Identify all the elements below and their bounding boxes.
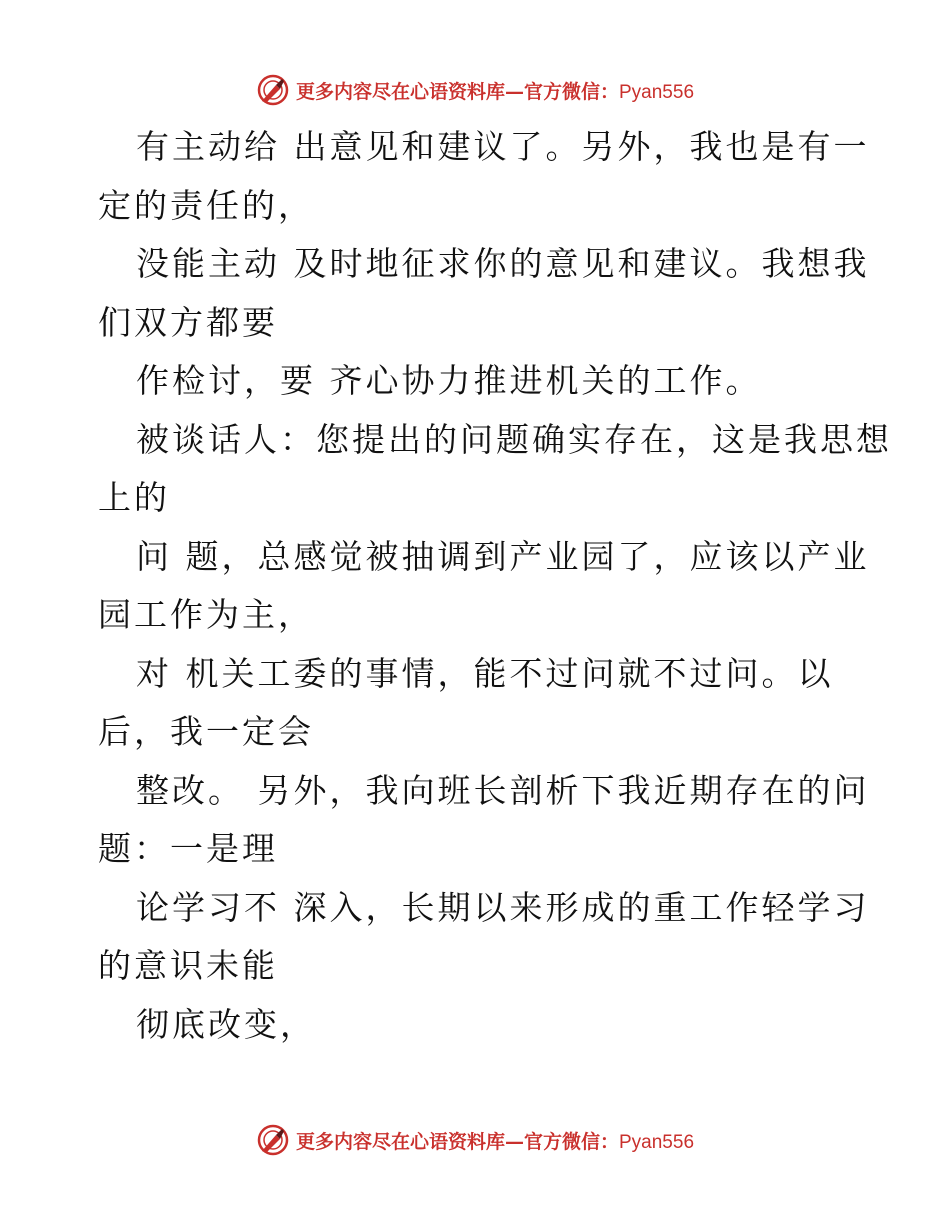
pen-logo-icon — [256, 73, 290, 107]
watermark-wechat-id: Pyan556 — [619, 81, 695, 103]
paragraph — [98, 411, 892, 528]
paragraph-line: 论学习不 深入，长期以来形成的重工作轻学习 — [136, 887, 870, 927]
paragraph — [98, 762, 870, 879]
paragraph-line: 整改。 另外，我向班长剖析下我近期存在的问 — [136, 770, 870, 810]
watermark-separator: — — [504, 80, 524, 103]
paragraph-line: 作检讨，要 齐心协力推进机关的工作。 — [136, 361, 762, 400]
paragraph-line: 园工作为主， — [98, 595, 314, 634]
paragraph — [98, 352, 858, 411]
paragraph — [98, 235, 870, 352]
paragraph — [98, 528, 870, 645]
watermark-text — [296, 77, 694, 104]
watermark-banner-bottom — [0, 1120, 950, 1160]
paragraph — [98, 996, 858, 1055]
paragraph-line: 上的 — [98, 478, 170, 517]
watermark-banner-top — [0, 70, 950, 110]
paragraph-line: 彻底改变， — [136, 1004, 316, 1044]
paragraph-line: 对 机关工委的事情，能不过问就不过问。以 — [136, 653, 834, 693]
paragraph — [98, 118, 870, 235]
paragraph — [98, 645, 858, 762]
paragraph-line: 问 题，总感觉被抽调到产业园了，应该以产业 — [136, 536, 870, 576]
watermark-label: 官方微信： — [523, 1130, 619, 1153]
watermark-wechat-id: Pyan556 — [619, 1131, 695, 1153]
paragraph-line: 们双方都要 — [98, 302, 278, 342]
pen-logo-icon — [256, 1123, 290, 1157]
watermark-main-text: 更多内容尽在心语资料库 — [295, 1130, 505, 1153]
paragraph-line: 题：一是理 — [98, 829, 278, 868]
watermark-separator: — — [504, 1130, 524, 1153]
watermark-text — [296, 1127, 694, 1154]
paragraph-line: 定的责任的， — [98, 185, 314, 225]
paragraph-line: 的意识未能 — [98, 946, 278, 985]
watermark-label: 官方微信： — [523, 80, 619, 103]
document-body — [98, 118, 892, 1054]
paragraph-line: 后，我一定会 — [98, 712, 314, 751]
paragraph — [98, 879, 870, 996]
paragraph-line: 没能主动 及时地征求你的意见和建议。我想我 — [136, 244, 870, 283]
watermark-main-text: 更多内容尽在心语资料库 — [295, 80, 505, 103]
paragraph-line: 被谈话人：您提出的问题确实存在，这是我思想 — [136, 419, 892, 459]
paragraph-line: 有主动给 出意见和建议了。另外，我也是有一 — [136, 127, 870, 166]
